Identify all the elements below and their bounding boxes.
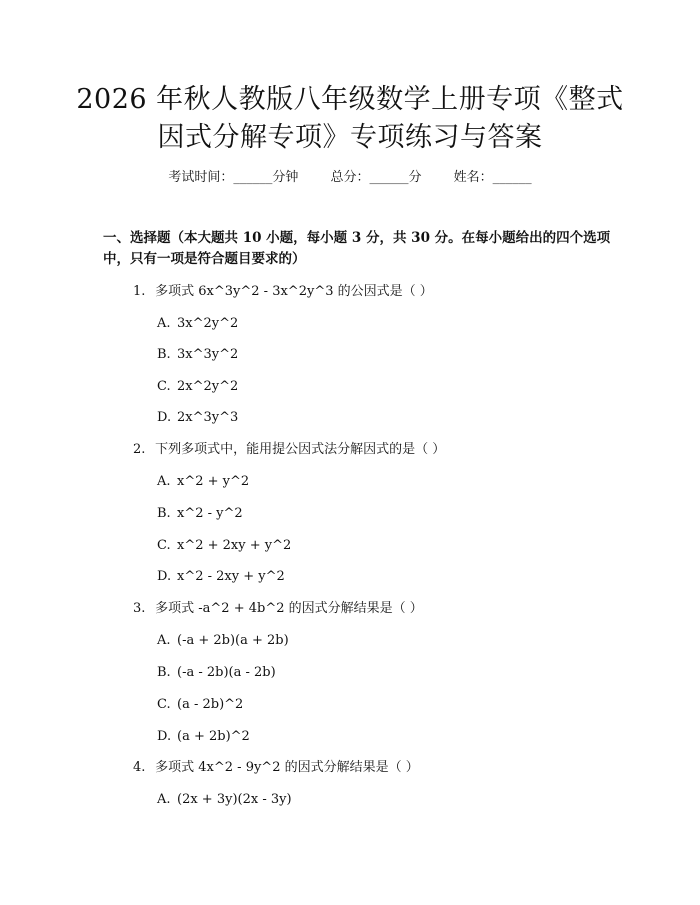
option-3d [157, 727, 250, 747]
option-text: x^2 + 2xy + y^2 [177, 538, 292, 553]
question-number: 3. [133, 601, 146, 616]
option-text: x^2 + y^2 [177, 474, 250, 489]
exam-info [0, 168, 700, 188]
option-text: (-a - 2b)(a - 2b) [177, 665, 276, 680]
document-title-line-1: 2026 年秋人教版八年级数学上册专项《整式 [76, 84, 624, 115]
option-1c [157, 377, 238, 397]
option-2a [157, 472, 249, 492]
option-text: (2x + 3y)(2x - 3y) [177, 792, 292, 807]
option-2d [157, 567, 285, 587]
option-letter: D. [157, 569, 172, 584]
question-number: 2. [133, 442, 146, 457]
option-1d [157, 408, 238, 428]
option-letter: C. [157, 697, 171, 712]
option-text: x^2 - y^2 [177, 506, 243, 521]
option-letter: D. [157, 410, 172, 425]
option-text: 3x^3y^2 [177, 347, 239, 362]
option-1a [157, 314, 238, 334]
total-score-field: 总分：______分 [330, 170, 422, 185]
student-name-field: 姓名：______ [453, 170, 532, 185]
option-letter: A. [157, 792, 171, 807]
option-text: (a - 2b)^2 [177, 697, 244, 712]
question-4 [133, 758, 419, 778]
option-text: x^2 - 2xy + y^2 [177, 569, 285, 584]
option-letter: B. [157, 665, 171, 680]
option-letter: B. [157, 506, 171, 521]
option-2c [157, 536, 291, 556]
question-number: 4. [133, 760, 146, 775]
exam-time-field: 考试时间：______分钟 [168, 170, 299, 185]
option-letter: C. [157, 538, 171, 553]
option-4a [157, 790, 292, 810]
option-letter: D. [157, 729, 172, 744]
option-letter: B. [157, 347, 171, 362]
option-text: 3x^2y^2 [177, 316, 239, 331]
document-title-line-2: 因式分解专项》专项练习与答案 [157, 122, 543, 153]
question-text: 下列多项式中，能用提公因式法分解因式的是（ ） [155, 442, 446, 457]
option-text: 2x^2y^2 [177, 379, 239, 394]
section-header: 一、选择题（本大题共 10 小题，每小题 3 分，共 30 分。在每小题给出的四个选项中，只有一项是符合题目要求的） [103, 230, 611, 267]
option-letter: A. [157, 316, 171, 331]
question-3 [133, 599, 423, 619]
option-text: 2x^3y^3 [177, 410, 239, 425]
option-text: (-a + 2b)(a + 2b) [177, 633, 289, 648]
option-3c [157, 695, 243, 715]
question-1 [133, 282, 433, 302]
option-letter: A. [157, 474, 171, 489]
option-1b [157, 345, 238, 365]
question-text: 多项式 -a^2 + 4b^2 的因式分解结果是（ ） [155, 601, 423, 616]
question-number: 1. [133, 284, 146, 299]
option-3a [157, 631, 289, 651]
question-text: 多项式 4x^2 - 9y^2 的因式分解结果是（ ） [155, 760, 419, 775]
question-text: 多项式 6x^3y^2 - 3x^2y^3 的公因式是（ ） [155, 284, 433, 299]
option-letter: C. [157, 379, 171, 394]
question-2 [133, 440, 445, 460]
option-2b [157, 504, 243, 524]
option-letter: A. [157, 633, 171, 648]
option-3b [157, 663, 276, 683]
option-text: (a + 2b)^2 [177, 729, 250, 744]
